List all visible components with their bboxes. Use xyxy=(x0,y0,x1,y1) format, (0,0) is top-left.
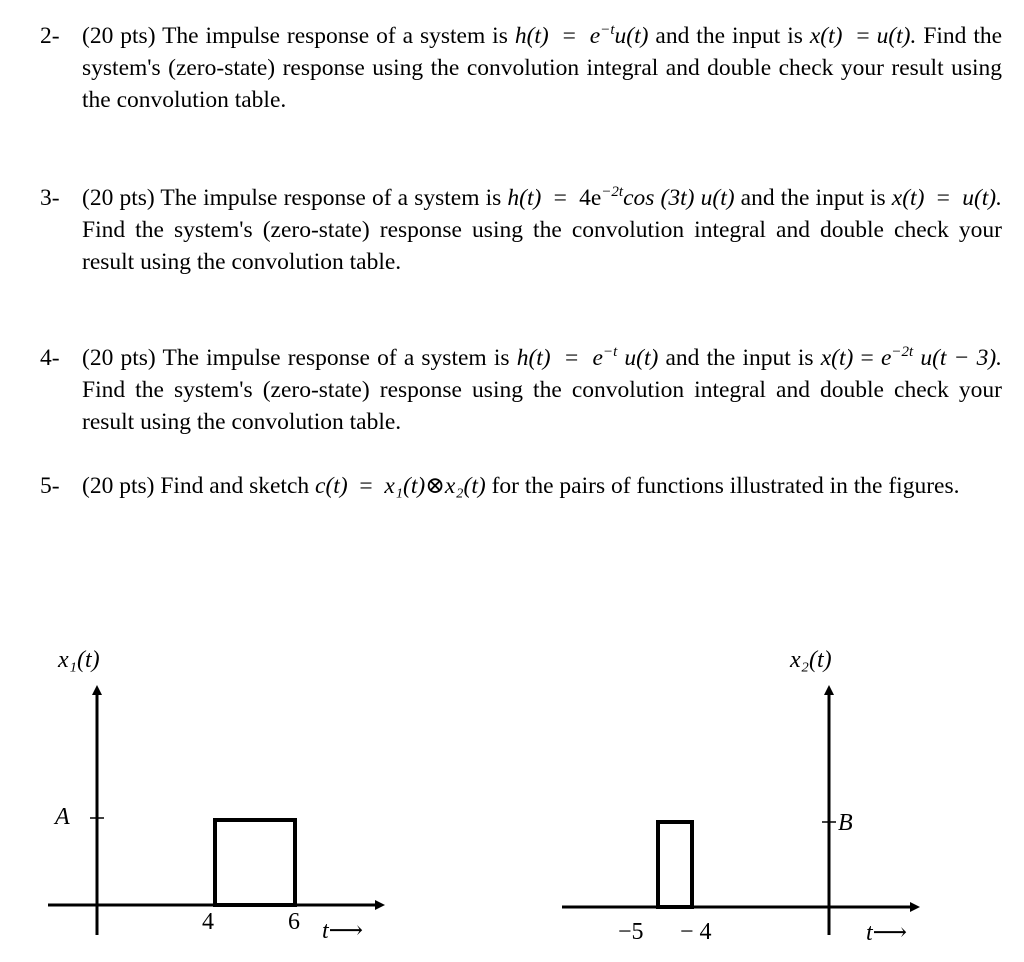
math-x: x(t) xyxy=(820,345,854,371)
x1-pulse xyxy=(215,820,295,905)
figure-x2-label: x₂(t) xyxy=(790,647,832,673)
problem-text: (20 pts) The impulse response of a system is $h(t) = 4e^{-2t}\cos$ (3t) u(t) and the input is x(t) = u(t). Find the system's (zero-state) response using the convolution integral and double check your result using the convolution table. xyxy=(82,184,1002,275)
problem-number: 4- xyxy=(40,345,60,371)
math-x: x(t) xyxy=(809,23,843,49)
math-h: h(t) xyxy=(516,345,551,371)
x1-tick-end: 6 xyxy=(288,909,300,935)
x1-tick-start: 4 xyxy=(202,909,214,935)
math-h: h(t) xyxy=(507,185,542,211)
problem-number: 2- xyxy=(40,23,60,49)
x2-t-axis-label: t⟶ xyxy=(866,920,908,946)
math-convolution: x₁(t)⊗x₂(t) xyxy=(384,473,486,499)
x1-t-axis-label: t⟶ xyxy=(322,918,364,944)
problem-number: 3- xyxy=(40,185,60,211)
math-h: h(t) xyxy=(514,23,549,49)
x2-tick-start: −5 xyxy=(618,919,644,945)
problem-number: 5- xyxy=(40,473,60,499)
math-x: x(t) xyxy=(891,185,925,211)
figure-x1 xyxy=(48,647,380,944)
figure-x2 xyxy=(562,647,915,946)
figure-x1-label: x₁(t) xyxy=(58,647,100,673)
x1-amplitude-label: A xyxy=(55,804,70,830)
problem-text: (20 pts) The impulse response of a system is $h(t) = e^{-t}u(t)$ and the input is x(t) = u(t). Find the system's (zero-state) response using the convolution integral and double check your result using the convolution table. xyxy=(82,22,1003,113)
problem-text: (20 pts) Find and sketch c(t) = x₁(t)⊗x₂(t) for the pairs of functions illustrated in the figures. xyxy=(82,473,960,499)
x2-pulse xyxy=(658,822,692,907)
math-c: c(t) xyxy=(315,473,348,499)
problem-text: (20 pts) The impulse response of a system is $h(t) = e^{-t}$ u(t) and the input is $x(t) = e^{-2t}$ u(t − 3). Find the system's (zero-state) response using the convolution integral and double check your result using the convolution table. xyxy=(82,344,1003,435)
x2-amplitude-label: B xyxy=(838,810,853,836)
x2-tick-end: − 4 xyxy=(680,919,712,945)
